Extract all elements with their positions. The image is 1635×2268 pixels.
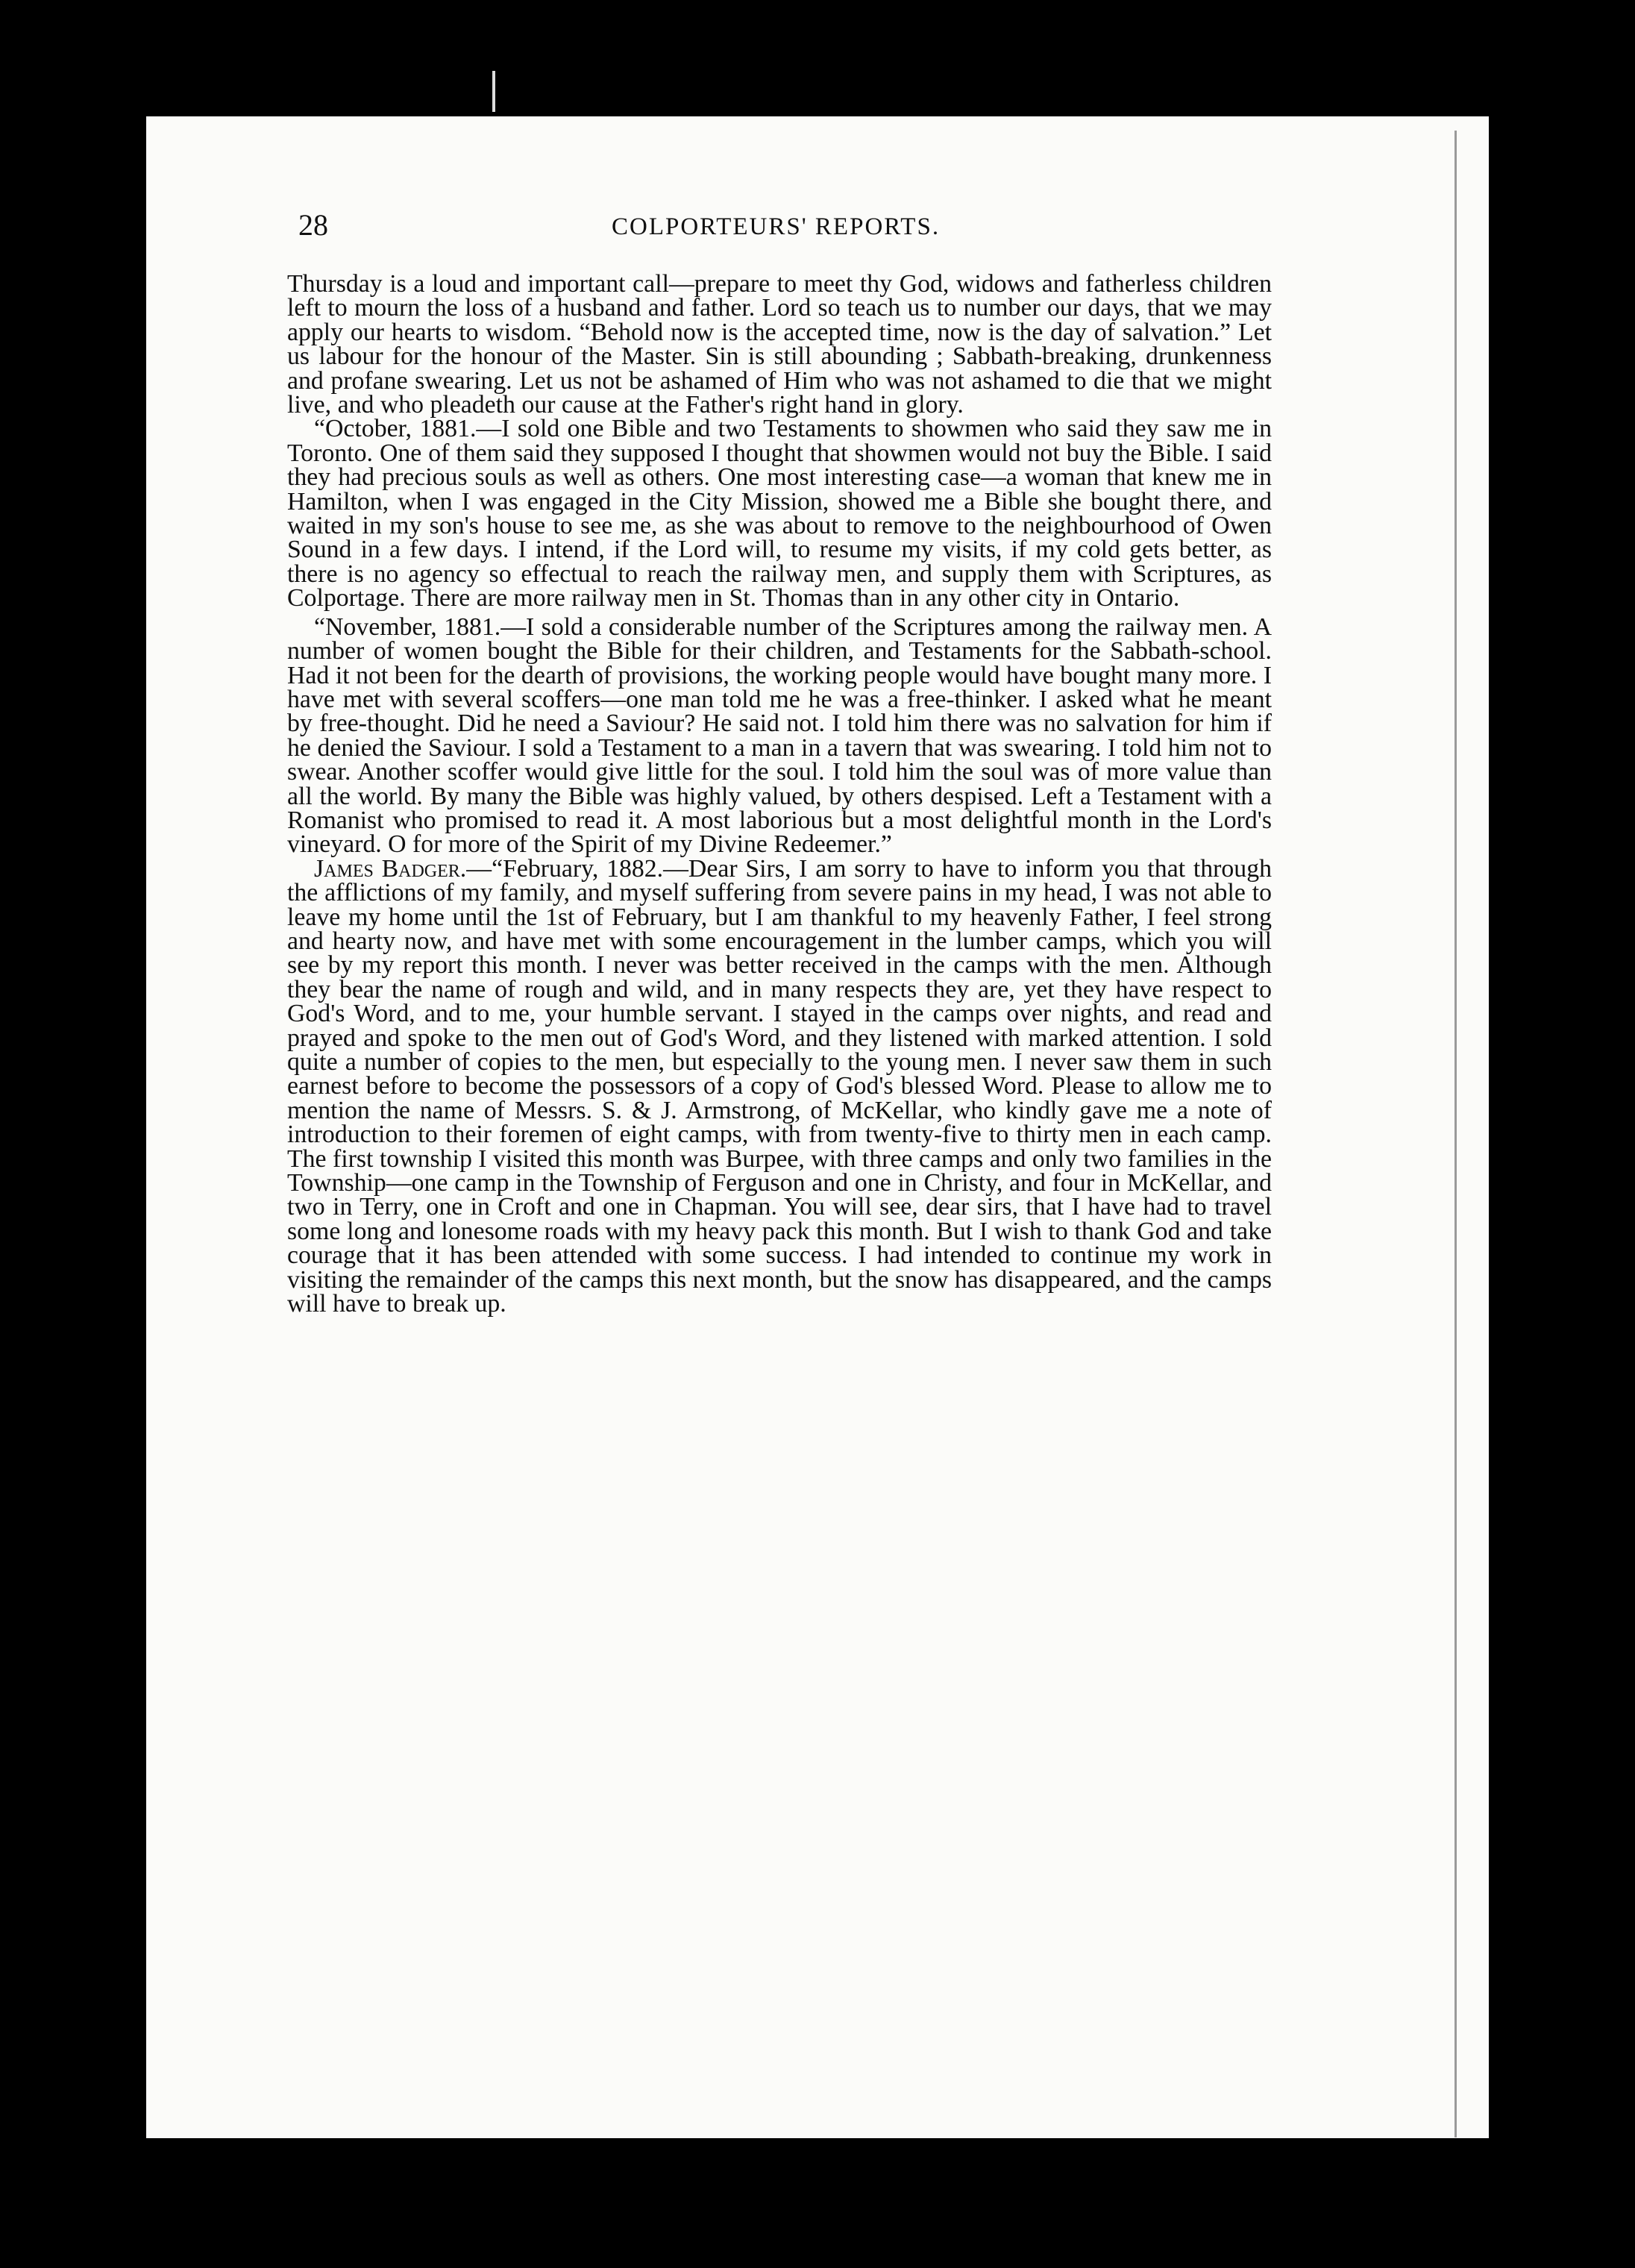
scan-mark bbox=[492, 71, 495, 112]
paragraph-4 bbox=[287, 854, 1272, 1318]
paragraph-3: “November, 1881.—I sold a considerable number of the Scriptures among the railway men. A number of women bought the Bible for their children, and Testaments for the Sabbath-school. Had it not been for the dearth of provisions, the working people would have bought many more. I have met with several scoffers—one man told me he was a free-thinker. I asked what he meant by free-thought. Did he need a Saviour? He said not. I told him there was no salvation for him if he denied the Saviour. I sold a Testament to a man in a tavern that was swearing. I told him not to swear. Another scoffer would give little for the soul. I told him the soul was of more value than all the world. By many the Bible was highly valued, by others despised. Left a Testament with a Romanist who promised to read it. A most laborious but a most delightful month in the Lord's vineyard. O for more of the Spirit of my Divine Redeemer.” bbox=[287, 613, 1272, 859]
page-header bbox=[298, 207, 1268, 252]
running-head: COLPORTEURS' REPORTS. bbox=[612, 213, 941, 240]
body-text bbox=[287, 272, 1272, 1316]
colporteur-name: James Badger. bbox=[314, 854, 467, 883]
paragraph-2: “October, 1881.—I sold one Bible and two Testaments to showmen who said they saw me in Toronto. One of them said they supposed I thought that showmen would not buy the Bible. I said they had precious souls as well as others. One most interesting case—a woman that knew me in Hamilton, when I was engaged in the City Mission, showed me a Bible she bought there, and waited in my son's house to see me, as she was about to remove to the neighbourhood of Owen Sound in a few days. I intend, if the Lord will, to resume my visits, if my cold gets better, as there is no agency so effectual to reach the railway men, and supply them with Scriptures, as Colportage. There are more railway men in St. Thomas than in any other city in Ontario. bbox=[287, 415, 1272, 613]
paragraph-1: Thursday is a loud and important call—prepare to meet thy God, widows and fatherless children left to mourn the loss of a husband and father. Lord so teach us to number our days, that we may apply our hearts to wisdom. “Behold now is the accepted time, now is the day of salvation.” Let us labour for the honour of the Master. Sin is still abounding ; Sabbath-breaking, drunkenness and profane swearing. Let us not be ashamed of Him who was not ashamed to die that we might live, and who pleadeth our cause at the Father's right hand in glory. bbox=[287, 270, 1272, 419]
page-number: 28 bbox=[298, 208, 328, 242]
paragraph-4-text: —“February, 1882.—Dear Sirs, I am sorry to have to inform you that through the afflictions of my family, and myself suffering from severe pains in my head, I was not able to leave my home until the 1st of February, but I am thankful to my heavenly Father, I feel strong and hearty now, and have met with some encouragement in the lumber camps, which you will see by my report this month. I never was better received in the camps with the men. Although they bear the name of rough and wild, and in many respects they are, yet they have respect to God's Word, and to me, your humble servant. I stayed in the camps over nights, and read and prayed and spoke to the men out of God's Word, and they listened with marked attention. I sold quite a number of copies to the men, but especially to the young men. I never saw them in such earnest before to become the possessors of a copy of God's blessed Word. Please to allow me to mention the name of Messrs. S. & J. Armstrong, of McKellar, who kindly gave me a note of introduction to their foremen of eight camps, with from twenty-five to thirty men in each camp. The first township I visited this month was Burpee, with three camps and only two families in the Township—one camp in the Township of Ferguson and one in Christy, and four in McKellar, and two in Terry, one in Croft and one in Chapman. You will see, dear sirs, that I have had to travel some long and lonesome roads with my heavy pack this month. But I wish to thank God and take courage that it has been attended with some success. I had intended to continue my work in visiting the remainder of the camps this next month, but the snow has disappeared, and the camps will have to break up. bbox=[287, 854, 1272, 1318]
page-fold-line bbox=[1454, 131, 1457, 2137]
